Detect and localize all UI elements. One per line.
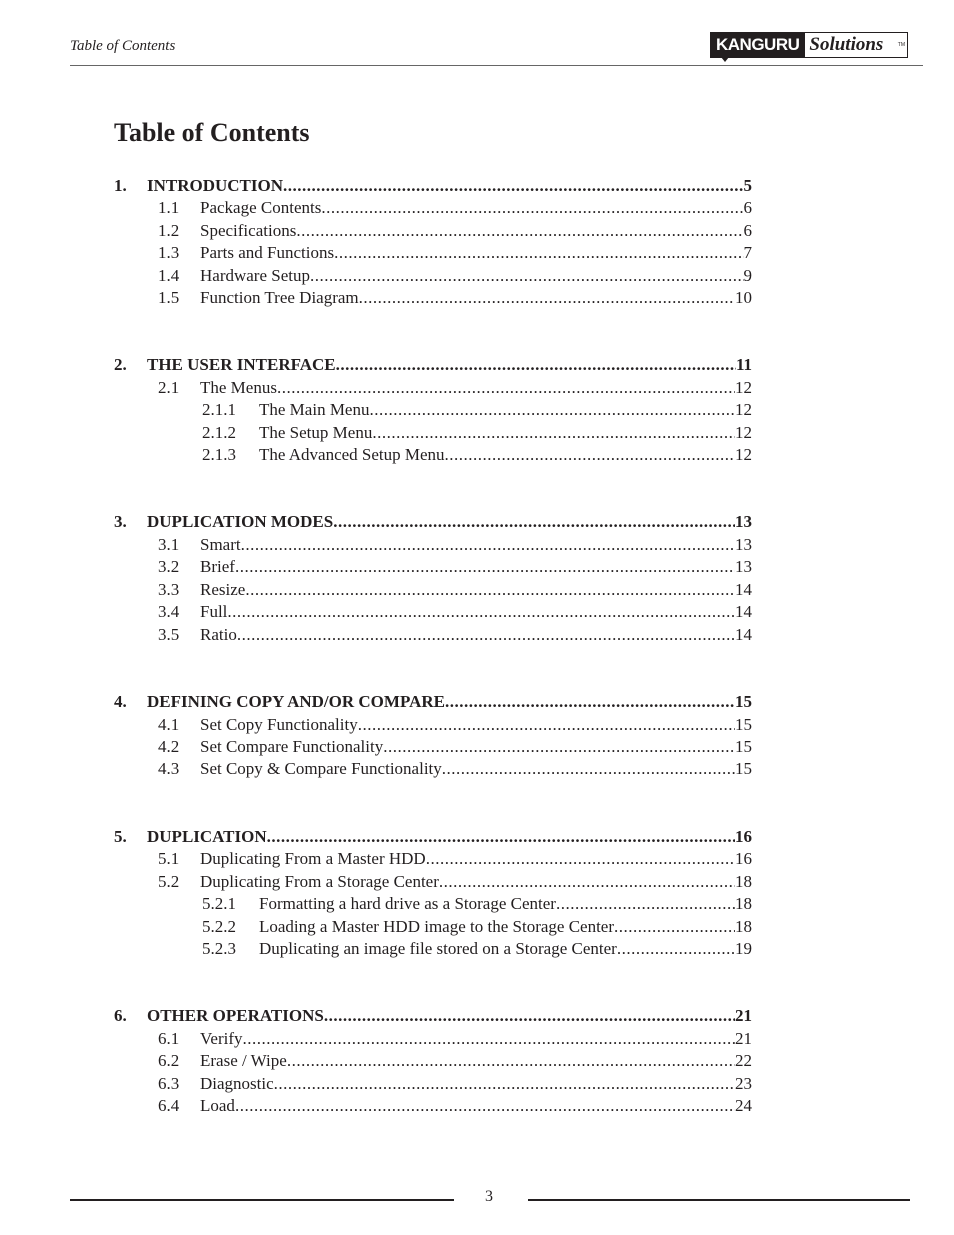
toc-entry-page: 15 xyxy=(735,692,752,711)
toc-entry-number: 4.2 xyxy=(158,737,180,756)
toc-dot-leader xyxy=(369,400,735,420)
toc-entry-number: 3.4 xyxy=(158,602,180,621)
toc-entry[interactable] xyxy=(158,872,752,892)
toc-entry[interactable] xyxy=(158,243,752,263)
toc-entry-number: 5.2.3 xyxy=(202,939,236,958)
toc-entry[interactable] xyxy=(158,266,752,286)
toc-entry-page: 14 xyxy=(735,580,752,599)
toc-entry-label: Specifications xyxy=(200,221,297,240)
toc-dot-leader xyxy=(242,1029,735,1049)
toc-entry-number: 1.5 xyxy=(158,288,180,307)
toc-entry-page: 12 xyxy=(735,423,752,442)
toc-dot-leader xyxy=(235,1096,735,1116)
toc-entry[interactable] xyxy=(158,625,752,645)
toc-dot-leader xyxy=(383,737,735,757)
toc-entry[interactable] xyxy=(158,221,752,241)
toc-entry-label: Loading a Master HDD image to the Storage Center xyxy=(259,917,615,936)
toc-entry-number: 2. xyxy=(114,355,127,374)
logo-trademark: TM xyxy=(897,42,905,48)
toc-entry-label: Brief xyxy=(200,557,235,576)
toc-entry[interactable] xyxy=(158,557,752,577)
toc-entry-number: 4. xyxy=(114,692,127,711)
toc-entry-page: 23 xyxy=(735,1074,752,1093)
toc-entry-number: 6.1 xyxy=(158,1029,180,1048)
toc-entry[interactable] xyxy=(158,198,752,218)
toc-entry-page: 5 xyxy=(743,176,752,195)
toc-dot-leader xyxy=(617,939,735,959)
toc-entry-number: 1.3 xyxy=(158,243,180,262)
toc-entry-label: Diagnostic xyxy=(200,1074,274,1093)
toc-entry[interactable] xyxy=(202,445,752,465)
toc-dot-leader xyxy=(333,512,735,532)
toc-entry[interactable] xyxy=(158,288,752,308)
toc-entry-page: 12 xyxy=(735,445,752,464)
toc-entry-number: 4.1 xyxy=(158,715,180,734)
toc-entry-label: Load xyxy=(200,1096,235,1115)
toc-entry-number: 3. xyxy=(114,512,127,531)
toc-entry-page: 9 xyxy=(743,266,752,285)
toc-entry-label: The Menus xyxy=(200,378,277,397)
toc-entry-number: 6.3 xyxy=(158,1074,180,1093)
kanguru-solutions-logo xyxy=(710,32,908,58)
toc-entry-label: Formatting a hard drive as a Storage Center xyxy=(259,894,556,913)
toc-dot-leader xyxy=(277,378,735,398)
toc-dot-leader xyxy=(283,176,743,196)
toc-dot-leader xyxy=(358,715,735,735)
toc-entry[interactable] xyxy=(202,894,752,914)
toc-entry-label: DUPLICATION MODES xyxy=(147,512,334,531)
toc-entry-label: Smart xyxy=(200,535,241,554)
toc-entry-number: 3.3 xyxy=(158,580,180,599)
toc-entry-label: Duplicating an image file stored on a Storage Center xyxy=(259,939,617,958)
toc-entry-page: 11 xyxy=(735,355,752,374)
page-number: 3 xyxy=(485,1188,493,1205)
toc-entry[interactable] xyxy=(114,1006,752,1026)
toc-dot-leader xyxy=(445,692,735,712)
toc-entry-page: 12 xyxy=(735,400,752,419)
toc-entry[interactable] xyxy=(158,737,752,757)
toc-entry[interactable] xyxy=(202,939,752,959)
toc-entry-number: 5.2.2 xyxy=(202,917,236,936)
footer-rule-right xyxy=(528,1199,910,1201)
toc-entry-page: 13 xyxy=(735,535,752,554)
toc-entry-page: 10 xyxy=(735,288,752,307)
toc-entry-page: 18 xyxy=(735,917,752,936)
toc-entry-number: 6. xyxy=(114,1006,127,1025)
toc-entry-label: INTRODUCTION xyxy=(147,176,284,195)
toc-entry-label: Parts and Functions xyxy=(200,243,335,262)
toc-entry-number: 5.2.1 xyxy=(202,894,236,913)
toc-entry[interactable] xyxy=(202,917,752,937)
toc-entry[interactable] xyxy=(158,378,752,398)
toc-entry-label: Ratio xyxy=(200,625,237,644)
toc-dot-leader xyxy=(334,243,743,263)
toc-entry-label: The Setup Menu xyxy=(259,423,373,442)
toc-entry-number: 6.2 xyxy=(158,1051,180,1070)
toc-dot-leader xyxy=(245,580,735,600)
running-header-title: Table of Contents xyxy=(70,38,176,54)
toc-entry-label: Full xyxy=(200,602,228,621)
toc-entry-page: 14 xyxy=(735,625,752,644)
toc-entry-label: Set Compare Functionality xyxy=(200,737,384,756)
logo-solutions-text xyxy=(805,32,908,58)
toc-dot-leader xyxy=(439,872,735,892)
toc-entry-number: 1. xyxy=(114,176,127,195)
toc-entry-page: 15 xyxy=(735,737,752,756)
toc-entry-number: 2.1.3 xyxy=(202,445,236,464)
toc-entry-page: 18 xyxy=(735,894,752,913)
toc-dot-leader xyxy=(426,849,735,869)
toc-entry[interactable] xyxy=(202,423,752,443)
toc-entry[interactable] xyxy=(158,1051,752,1071)
toc-entry-page: 15 xyxy=(735,715,752,734)
toc-entry[interactable] xyxy=(158,1074,752,1094)
toc-entry-number: 3.1 xyxy=(158,535,180,554)
toc-entry-label: Package Contents xyxy=(200,198,322,217)
toc-entry-page: 14 xyxy=(735,602,752,621)
toc-dot-leader xyxy=(336,355,736,375)
toc-entry[interactable] xyxy=(158,535,752,555)
toc-entry-label: THE USER INTERFACE xyxy=(147,355,336,374)
toc-entry-number: 4.3 xyxy=(158,759,180,778)
toc-entry[interactable] xyxy=(158,759,752,779)
toc-entry[interactable] xyxy=(158,602,752,622)
toc-entry-page: 16 xyxy=(735,849,752,868)
toc-entry-label: Hardware Setup xyxy=(200,266,310,285)
toc-dot-leader xyxy=(556,894,735,914)
header-rule xyxy=(70,65,923,66)
toc-entry-page: 19 xyxy=(735,939,752,958)
toc-entry-number: 5. xyxy=(114,827,127,846)
toc-entry-page: 16 xyxy=(735,827,752,846)
toc-entry-label: Function Tree Diagram xyxy=(200,288,359,307)
toc-dot-leader xyxy=(445,445,735,465)
toc-entry-number: 5.2 xyxy=(158,872,180,891)
toc-entry[interactable] xyxy=(114,176,752,196)
toc-entry-page: 18 xyxy=(735,872,752,891)
toc-dot-leader xyxy=(442,759,735,779)
toc-entry-page: 21 xyxy=(735,1006,752,1025)
toc-entry-label: Verify xyxy=(200,1029,243,1048)
toc-entry-number: 1.4 xyxy=(158,266,180,285)
toc-entry[interactable] xyxy=(114,827,752,847)
toc-entry-page: 7 xyxy=(743,243,752,262)
toc-dot-leader xyxy=(241,535,735,555)
toc-dot-leader xyxy=(287,1051,735,1071)
footer-rule-left xyxy=(70,1199,454,1201)
toc-dot-leader xyxy=(321,198,743,218)
toc-entry-page: 12 xyxy=(735,378,752,397)
toc-entry-number: 3.2 xyxy=(158,557,180,576)
toc-dot-leader xyxy=(237,625,735,645)
toc-entry-label: Set Copy Functionality xyxy=(200,715,358,734)
toc-entry[interactable] xyxy=(114,355,752,375)
toc-entry-number: 6.4 xyxy=(158,1096,180,1115)
toc-dot-leader xyxy=(372,423,735,443)
toc-dot-leader xyxy=(614,917,735,937)
toc-entry[interactable] xyxy=(202,400,752,420)
toc-dot-leader xyxy=(324,1006,735,1026)
toc-entry[interactable] xyxy=(114,692,752,712)
toc-entry-page: 15 xyxy=(735,759,752,778)
toc-entry-label: OTHER OPERATIONS xyxy=(147,1006,324,1025)
toc-entry-label: Erase / Wipe xyxy=(200,1051,287,1070)
toc-dot-leader xyxy=(227,602,735,622)
toc-dot-leader xyxy=(359,288,735,308)
logo-solutions-word: Solutions xyxy=(809,34,884,55)
toc-entry-page: 6 xyxy=(743,221,752,240)
page-title: Table of Contents xyxy=(114,118,310,147)
toc-entry-page: 21 xyxy=(735,1029,752,1048)
toc-entry-label: Resize xyxy=(200,580,246,599)
toc-entry-page: 6 xyxy=(743,198,752,217)
toc-entry[interactable] xyxy=(158,715,752,735)
toc-entry-label: Duplicating From a Storage Center xyxy=(200,872,439,891)
toc-entry-number: 2.1.1 xyxy=(202,400,236,419)
toc-entry-number: 2.1 xyxy=(158,378,180,397)
toc-dot-leader xyxy=(235,557,735,577)
toc-dot-leader xyxy=(274,1074,735,1094)
toc-entry[interactable] xyxy=(114,512,752,532)
toc-entry-page: 22 xyxy=(735,1051,752,1070)
toc-entry-page: 24 xyxy=(735,1096,752,1115)
toc-entry-number: 5.1 xyxy=(158,849,180,868)
toc-entry-number: 1.2 xyxy=(158,221,180,240)
toc-entry-label: Set Copy & Compare Functionality xyxy=(200,759,442,778)
toc-entry-label: The Advanced Setup Menu xyxy=(259,445,445,464)
toc-entry-label: DEFINING COPY AND/OR COMPARE xyxy=(147,692,445,711)
toc-dot-leader xyxy=(267,827,735,847)
toc-entry[interactable] xyxy=(158,1096,752,1116)
toc-entry[interactable] xyxy=(158,580,752,600)
toc-entry-label: Duplicating From a Master HDD xyxy=(200,849,426,868)
toc-entry-label: The Main Menu xyxy=(259,400,370,419)
toc-entry-label: DUPLICATION xyxy=(147,827,267,846)
toc-entry[interactable] xyxy=(158,1029,752,1049)
toc-entry-number: 1.1 xyxy=(158,198,180,217)
toc-dot-leader xyxy=(296,221,743,241)
toc-dot-leader xyxy=(310,266,744,286)
toc-entry-page: 13 xyxy=(735,512,752,531)
toc-entry-number: 2.1.2 xyxy=(202,423,236,442)
toc-entry-page: 13 xyxy=(735,557,752,576)
logo-kanguru-text: KANGURU xyxy=(710,32,805,58)
toc-entry-number: 3.5 xyxy=(158,625,180,644)
toc-entry[interactable] xyxy=(158,849,752,869)
